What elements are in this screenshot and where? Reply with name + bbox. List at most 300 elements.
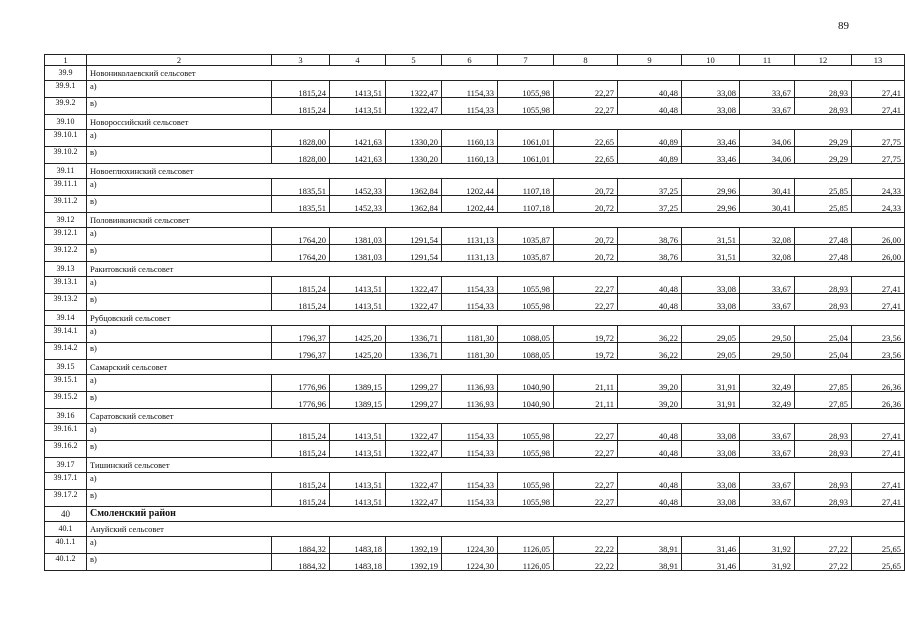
value-cell: 1389,15 (330, 375, 386, 392)
row-code: 39.15.2 (45, 392, 87, 409)
value-cell: 34,06 (740, 147, 795, 164)
settlement-name: Новоеглюхинский сельсовет (87, 164, 905, 179)
value-cell: 33,08 (682, 98, 740, 115)
value-cell: 26,36 (852, 375, 905, 392)
table-row (45, 537, 905, 554)
value-cell: 1055,98 (498, 473, 554, 490)
row-code: 39.11.1 (45, 179, 87, 196)
value-cell: 1055,98 (498, 98, 554, 115)
value-cell: 1322,47 (386, 81, 442, 98)
value-cell: 1126,05 (498, 554, 554, 571)
value-cell: 28,93 (795, 294, 852, 311)
value-cell: 1815,24 (272, 490, 330, 507)
value-cell: 22,27 (554, 98, 618, 115)
table-row (45, 554, 905, 571)
value-cell: 1815,24 (272, 473, 330, 490)
value-cell: 1224,30 (442, 554, 498, 571)
column-number: 1 (45, 55, 87, 66)
row-code: 39.16.2 (45, 441, 87, 458)
value-cell: 22,27 (554, 473, 618, 490)
value-cell: 31,92 (740, 537, 795, 554)
value-cell: 40,89 (618, 130, 682, 147)
value-cell: 31,91 (682, 392, 740, 409)
value-cell: 31,46 (682, 554, 740, 571)
settlement-name: Новониколаевский сельсовет (87, 66, 905, 81)
value-cell: 1336,71 (386, 326, 442, 343)
value-cell: 27,41 (852, 424, 905, 441)
row-code: 39.14.2 (45, 343, 87, 360)
value-cell: 1224,30 (442, 537, 498, 554)
row-label: в) (87, 196, 272, 213)
value-cell: 1796,37 (272, 343, 330, 360)
value-cell: 1088,05 (498, 343, 554, 360)
row-label: в) (87, 98, 272, 115)
row-label: а) (87, 424, 272, 441)
value-cell: 38,76 (618, 228, 682, 245)
value-cell: 32,08 (740, 228, 795, 245)
value-cell: 22,22 (554, 537, 618, 554)
table-row (45, 179, 905, 196)
row-label: а) (87, 277, 272, 294)
value-cell: 1764,20 (272, 245, 330, 262)
settlement-row (45, 213, 905, 228)
value-cell: 33,08 (682, 277, 740, 294)
row-label: а) (87, 473, 272, 490)
value-cell: 1452,33 (330, 179, 386, 196)
value-cell: 22,27 (554, 490, 618, 507)
value-cell: 1425,20 (330, 326, 386, 343)
row-code: 39.16.1 (45, 424, 87, 441)
value-cell: 1055,98 (498, 441, 554, 458)
value-cell: 28,93 (795, 277, 852, 294)
row-label: в) (87, 343, 272, 360)
page-number: 89 (838, 20, 849, 32)
value-cell: 1884,32 (272, 554, 330, 571)
value-cell: 1322,47 (386, 294, 442, 311)
value-cell: 38,91 (618, 554, 682, 571)
table-row (45, 375, 905, 392)
settlement-row (45, 115, 905, 130)
value-cell: 28,93 (795, 490, 852, 507)
value-cell: 27,41 (852, 490, 905, 507)
value-cell: 1291,54 (386, 228, 442, 245)
value-cell: 1776,96 (272, 375, 330, 392)
row-code: 39.17.1 (45, 473, 87, 490)
value-cell: 1764,20 (272, 228, 330, 245)
row-code: 40.1 (45, 522, 87, 537)
value-cell: 33,67 (740, 490, 795, 507)
value-cell: 1202,44 (442, 196, 498, 213)
table-row (45, 81, 905, 98)
value-cell: 27,41 (852, 473, 905, 490)
value-cell: 1040,90 (498, 375, 554, 392)
value-cell: 1154,33 (442, 441, 498, 458)
tariff-table (44, 54, 905, 571)
value-cell: 22,27 (554, 424, 618, 441)
value-cell: 28,93 (795, 441, 852, 458)
settlement-row (45, 164, 905, 179)
row-label: а) (87, 130, 272, 147)
settlement-row (45, 311, 905, 326)
value-cell: 40,89 (618, 147, 682, 164)
value-cell: 1055,98 (498, 277, 554, 294)
value-cell: 23,56 (852, 326, 905, 343)
value-cell: 1154,33 (442, 98, 498, 115)
value-cell: 27,22 (795, 537, 852, 554)
value-cell: 1815,24 (272, 81, 330, 98)
value-cell: 29,50 (740, 326, 795, 343)
row-code: 39.9 (45, 66, 87, 81)
value-cell: 28,93 (795, 424, 852, 441)
value-cell: 1322,47 (386, 473, 442, 490)
value-cell: 20,72 (554, 228, 618, 245)
row-label: в) (87, 147, 272, 164)
settlement-name: Ракитовский сельсовет (87, 262, 905, 277)
district-name: Смоленский район (87, 507, 905, 522)
value-cell: 22,65 (554, 130, 618, 147)
value-cell: 29,96 (682, 179, 740, 196)
value-cell: 1055,98 (498, 424, 554, 441)
value-cell: 26,36 (852, 392, 905, 409)
settlement-row (45, 409, 905, 424)
value-cell: 1330,20 (386, 130, 442, 147)
settlement-row (45, 262, 905, 277)
value-cell: 20,72 (554, 245, 618, 262)
value-cell: 22,27 (554, 81, 618, 98)
value-cell: 1131,13 (442, 245, 498, 262)
value-cell: 25,65 (852, 537, 905, 554)
value-cell: 33,46 (682, 147, 740, 164)
row-code: 39.10 (45, 115, 87, 130)
value-cell: 33,67 (740, 294, 795, 311)
value-cell: 32,49 (740, 392, 795, 409)
value-cell: 27,85 (795, 392, 852, 409)
value-cell: 25,04 (795, 326, 852, 343)
value-cell: 33,08 (682, 294, 740, 311)
value-cell: 1154,33 (442, 277, 498, 294)
row-code: 39.9.2 (45, 98, 87, 115)
value-cell: 37,25 (618, 179, 682, 196)
value-cell: 1299,27 (386, 375, 442, 392)
value-cell: 1815,24 (272, 441, 330, 458)
table-row (45, 490, 905, 507)
value-cell: 1154,33 (442, 490, 498, 507)
value-cell: 1061,01 (498, 147, 554, 164)
column-number: 13 (852, 55, 905, 66)
value-cell: 1483,18 (330, 554, 386, 571)
value-cell: 31,92 (740, 554, 795, 571)
settlement-name: Половинкинский сельсовет (87, 213, 905, 228)
value-cell: 1815,24 (272, 277, 330, 294)
value-cell: 31,51 (682, 245, 740, 262)
value-cell: 22,22 (554, 554, 618, 571)
settlement-name: Ануйский сельсовет (87, 522, 905, 537)
value-cell: 1828,00 (272, 147, 330, 164)
value-cell: 22,27 (554, 277, 618, 294)
value-cell: 40,48 (618, 98, 682, 115)
value-cell: 34,06 (740, 130, 795, 147)
row-code: 39.11.2 (45, 196, 87, 213)
value-cell: 1055,98 (498, 490, 554, 507)
value-cell: 36,22 (618, 343, 682, 360)
row-code: 39.15 (45, 360, 87, 375)
value-cell: 33,67 (740, 81, 795, 98)
value-cell: 20,72 (554, 179, 618, 196)
row-label: в) (87, 441, 272, 458)
value-cell: 1413,51 (330, 81, 386, 98)
row-label: а) (87, 375, 272, 392)
value-cell: 1413,51 (330, 277, 386, 294)
row-code: 40.1.2 (45, 554, 87, 571)
table-row (45, 424, 905, 441)
value-cell: 1322,47 (386, 490, 442, 507)
row-label: а) (87, 228, 272, 245)
table-row (45, 294, 905, 311)
value-cell: 1413,51 (330, 473, 386, 490)
value-cell: 27,75 (852, 130, 905, 147)
table-row (45, 245, 905, 262)
column-number: 8 (554, 55, 618, 66)
value-cell: 23,56 (852, 343, 905, 360)
value-cell: 28,93 (795, 81, 852, 98)
value-cell: 1107,18 (498, 196, 554, 213)
value-cell: 1796,37 (272, 326, 330, 343)
value-cell: 27,41 (852, 441, 905, 458)
value-cell: 20,72 (554, 196, 618, 213)
value-cell: 27,41 (852, 294, 905, 311)
value-cell: 21,11 (554, 375, 618, 392)
value-cell: 27,41 (852, 81, 905, 98)
value-cell: 1336,71 (386, 343, 442, 360)
value-cell: 1181,30 (442, 343, 498, 360)
value-cell: 25,85 (795, 179, 852, 196)
row-code: 39.17.2 (45, 490, 87, 507)
row-label: в) (87, 554, 272, 571)
value-cell: 1413,51 (330, 294, 386, 311)
row-code: 39.16 (45, 409, 87, 424)
value-cell: 39,20 (618, 392, 682, 409)
value-cell: 1154,33 (442, 294, 498, 311)
value-cell: 1413,51 (330, 98, 386, 115)
value-cell: 40,48 (618, 490, 682, 507)
row-label: в) (87, 392, 272, 409)
value-cell: 1381,03 (330, 245, 386, 262)
value-cell: 33,08 (682, 473, 740, 490)
value-cell: 40,48 (618, 473, 682, 490)
value-cell: 19,72 (554, 343, 618, 360)
table-row (45, 343, 905, 360)
value-cell: 1381,03 (330, 228, 386, 245)
table-row (45, 277, 905, 294)
value-cell: 33,67 (740, 98, 795, 115)
value-cell: 31,46 (682, 537, 740, 554)
value-cell: 1776,96 (272, 392, 330, 409)
district-row (45, 507, 905, 522)
value-cell: 40,48 (618, 441, 682, 458)
column-number: 6 (442, 55, 498, 66)
value-cell: 30,41 (740, 196, 795, 213)
value-cell: 1160,13 (442, 130, 498, 147)
value-cell: 1299,27 (386, 392, 442, 409)
value-cell: 1815,24 (272, 294, 330, 311)
value-cell: 27,41 (852, 277, 905, 294)
column-number: 11 (740, 55, 795, 66)
value-cell: 1413,51 (330, 441, 386, 458)
value-cell: 1291,54 (386, 245, 442, 262)
row-code: 39.10.2 (45, 147, 87, 164)
row-code: 39.17 (45, 458, 87, 473)
table-row (45, 441, 905, 458)
value-cell: 1154,33 (442, 424, 498, 441)
value-cell: 27,22 (795, 554, 852, 571)
settlement-name: Рубцовский сельсовет (87, 311, 905, 326)
value-cell: 40,48 (618, 277, 682, 294)
value-cell: 22,65 (554, 147, 618, 164)
value-cell: 1040,90 (498, 392, 554, 409)
value-cell: 29,29 (795, 130, 852, 147)
value-cell: 32,49 (740, 375, 795, 392)
value-cell: 33,67 (740, 441, 795, 458)
row-code: 39.10.1 (45, 130, 87, 147)
value-cell: 1421,63 (330, 130, 386, 147)
value-cell: 27,85 (795, 375, 852, 392)
row-label: в) (87, 490, 272, 507)
value-cell: 1154,33 (442, 81, 498, 98)
table-row (45, 326, 905, 343)
value-cell: 33,67 (740, 277, 795, 294)
value-cell: 1815,24 (272, 424, 330, 441)
value-cell: 24,33 (852, 196, 905, 213)
column-number: 12 (795, 55, 852, 66)
value-cell: 1107,18 (498, 179, 554, 196)
value-cell: 26,00 (852, 245, 905, 262)
value-cell: 31,91 (682, 375, 740, 392)
value-cell: 1126,05 (498, 537, 554, 554)
row-label: а) (87, 179, 272, 196)
value-cell: 22,27 (554, 294, 618, 311)
row-label: в) (87, 294, 272, 311)
value-cell: 32,08 (740, 245, 795, 262)
settlement-name: Новороссийский сельсовет (87, 115, 905, 130)
settlement-name: Тишинский сельсовет (87, 458, 905, 473)
value-cell: 40,48 (618, 294, 682, 311)
value-cell: 1392,19 (386, 537, 442, 554)
value-cell: 27,41 (852, 98, 905, 115)
value-cell: 33,08 (682, 441, 740, 458)
row-code: 39.14.1 (45, 326, 87, 343)
value-cell: 28,93 (795, 98, 852, 115)
value-cell: 1815,24 (272, 98, 330, 115)
value-cell: 1389,15 (330, 392, 386, 409)
row-code: 39.13.1 (45, 277, 87, 294)
row-code: 40 (45, 507, 87, 522)
value-cell: 1035,87 (498, 245, 554, 262)
row-code: 39.12 (45, 213, 87, 228)
value-cell: 1322,47 (386, 277, 442, 294)
value-cell: 25,65 (852, 554, 905, 571)
value-cell: 29,05 (682, 326, 740, 343)
value-cell: 1088,05 (498, 326, 554, 343)
value-cell: 1413,51 (330, 490, 386, 507)
settlement-row (45, 360, 905, 375)
value-cell: 38,76 (618, 245, 682, 262)
value-cell: 1392,19 (386, 554, 442, 571)
settlement-name: Самарский сельсовет (87, 360, 905, 375)
row-label: а) (87, 81, 272, 98)
table-row (45, 392, 905, 409)
value-cell: 27,48 (795, 245, 852, 262)
value-cell: 25,04 (795, 343, 852, 360)
table-row (45, 473, 905, 490)
table-row (45, 196, 905, 213)
value-cell: 1181,30 (442, 326, 498, 343)
table-row (45, 98, 905, 115)
value-cell: 40,48 (618, 81, 682, 98)
value-cell: 27,48 (795, 228, 852, 245)
value-cell: 1835,51 (272, 196, 330, 213)
table-row (45, 130, 905, 147)
row-label: а) (87, 326, 272, 343)
column-number: 7 (498, 55, 554, 66)
value-cell: 19,72 (554, 326, 618, 343)
value-cell: 1425,20 (330, 343, 386, 360)
value-cell: 27,75 (852, 147, 905, 164)
value-cell: 33,67 (740, 473, 795, 490)
row-code: 39.12.2 (45, 245, 87, 262)
value-cell: 26,00 (852, 228, 905, 245)
value-cell: 1421,63 (330, 147, 386, 164)
value-cell: 1035,87 (498, 228, 554, 245)
value-cell: 1322,47 (386, 441, 442, 458)
value-cell: 29,50 (740, 343, 795, 360)
value-cell: 25,85 (795, 196, 852, 213)
value-cell: 1154,33 (442, 473, 498, 490)
value-cell: 1055,98 (498, 81, 554, 98)
row-code: 39.12.1 (45, 228, 87, 245)
settlement-row (45, 522, 905, 537)
value-cell: 1330,20 (386, 147, 442, 164)
column-number: 5 (386, 55, 442, 66)
row-code: 39.11 (45, 164, 87, 179)
row-code: 39.13.2 (45, 294, 87, 311)
value-cell: 1483,18 (330, 537, 386, 554)
settlement-name: Саратовский сельсовет (87, 409, 905, 424)
value-cell: 1884,32 (272, 537, 330, 554)
value-cell: 1202,44 (442, 179, 498, 196)
value-cell: 1322,47 (386, 424, 442, 441)
column-number: 3 (272, 55, 330, 66)
table-row (45, 228, 905, 245)
value-cell: 30,41 (740, 179, 795, 196)
value-cell: 1055,98 (498, 294, 554, 311)
row-code: 39.15.1 (45, 375, 87, 392)
row-code: 39.13 (45, 262, 87, 277)
value-cell: 37,25 (618, 196, 682, 213)
row-code: 40.1.1 (45, 537, 87, 554)
value-cell: 38,91 (618, 537, 682, 554)
column-number: 4 (330, 55, 386, 66)
value-cell: 21,11 (554, 392, 618, 409)
value-cell: 1136,93 (442, 392, 498, 409)
value-cell: 33,08 (682, 81, 740, 98)
column-number-row (45, 55, 905, 66)
value-cell: 29,05 (682, 343, 740, 360)
value-cell: 31,51 (682, 228, 740, 245)
row-code: 39.14 (45, 311, 87, 326)
value-cell: 1835,51 (272, 179, 330, 196)
value-cell: 33,46 (682, 130, 740, 147)
value-cell: 24,33 (852, 179, 905, 196)
